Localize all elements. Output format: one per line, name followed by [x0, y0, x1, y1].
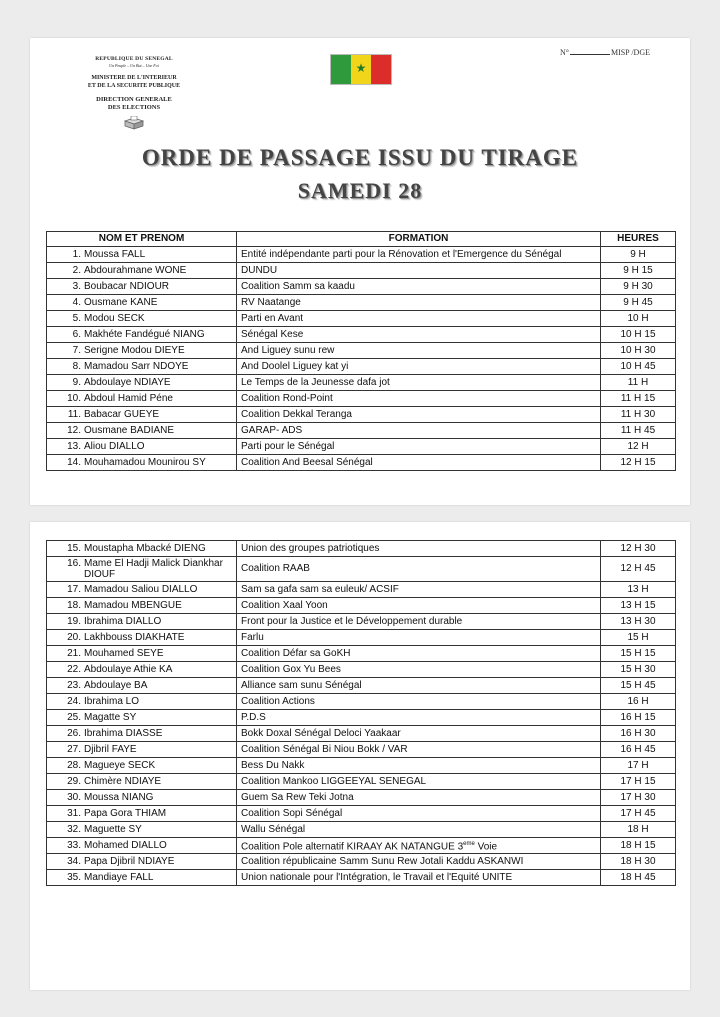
- table-row: [47, 870, 676, 886]
- table-row: [47, 790, 676, 806]
- hour-cell: 13 H 15: [601, 598, 676, 614]
- formation-superscript: eme: [463, 841, 475, 847]
- hour-cell: 13 H 30: [601, 614, 676, 630]
- candidate-name: Mamadou Saliou DIALLO: [84, 583, 198, 595]
- row-number: 5.: [72, 312, 81, 324]
- table-row: [47, 742, 676, 758]
- ballot-box-icon: [123, 116, 145, 135]
- row-number: 15.: [67, 542, 81, 554]
- candidate-name: Maguette SY: [84, 823, 142, 835]
- candidate-name: Mame El Hadji Malick Diankhar DIOUF: [84, 558, 223, 580]
- candidate-name-cell: [47, 598, 237, 614]
- row-number: 25.: [67, 711, 81, 723]
- row-number: 22.: [67, 663, 81, 675]
- formation-name: Bess Du Nakk: [241, 759, 305, 771]
- candidate-name: Moustapha Mbacké DIENG: [84, 542, 206, 554]
- candidate-name-cell: [47, 870, 237, 886]
- hour-cell: 16 H 45: [601, 742, 676, 758]
- candidate-name: Moussa FALL: [84, 248, 146, 260]
- formation-cell: [237, 295, 601, 311]
- reference-number: N° MISP /DGE: [559, 48, 650, 57]
- candidate-name-cell: [47, 582, 237, 598]
- formation-name: Entité indépendante parti pour la Rénovation et l'Emergence du Sénégal: [241, 248, 562, 260]
- hour-cell: 11 H 15: [601, 391, 676, 407]
- formation-name: Bokk Doxal Sénégal Deloci Yaakaar: [241, 727, 401, 739]
- table-row: [47, 279, 676, 295]
- candidate-name: Mandiaye FALL: [84, 871, 154, 883]
- table-row: [47, 662, 676, 678]
- formation-name: Coalition Dekkal Teranga: [241, 408, 352, 420]
- candidate-name-cell: [47, 279, 237, 295]
- table-row: [47, 678, 676, 694]
- candidate-name: Abdoulaye NDIAYE: [84, 376, 171, 388]
- candidate-name-cell: [47, 359, 237, 375]
- candidate-name: Magatte SY: [84, 711, 137, 723]
- candidate-name: Magueye SECK: [84, 759, 156, 771]
- document-page-1: [30, 38, 690, 505]
- table-row: [47, 263, 676, 279]
- star-icon: ★: [355, 61, 367, 75]
- republic-label: REPUBLIQUE DU SENEGAL: [95, 56, 173, 62]
- formation-name: RV Naatange: [241, 296, 301, 308]
- formation-name: Coalition Rond-Point: [241, 392, 333, 404]
- hour-cell: 11 H: [601, 375, 676, 391]
- formation-name: Front pour la Justice et le Développement durable: [241, 615, 463, 627]
- candidate-name-cell: [47, 407, 237, 423]
- table-row: [47, 630, 676, 646]
- formation-name: Sénégal Kese: [241, 328, 304, 340]
- row-number: 3.: [72, 280, 81, 292]
- hour-cell: 18 H 30: [601, 854, 676, 870]
- candidate-name: Serigne Modou DIEYE: [84, 344, 185, 356]
- candidate-name: Abdourahmane WONE: [84, 264, 187, 276]
- formation-cell: [237, 263, 601, 279]
- table-row: [47, 838, 676, 854]
- candidate-name-cell: [47, 343, 237, 359]
- candidate-name-cell: [47, 694, 237, 710]
- candidate-name-cell: [47, 263, 237, 279]
- row-number: 9.: [72, 376, 81, 388]
- candidate-name-cell: [47, 455, 237, 471]
- row-number: 17.: [67, 583, 81, 595]
- formation-cell: [237, 279, 601, 295]
- formation-cell: [237, 359, 601, 375]
- hours-column-header: HEURES: [601, 232, 676, 247]
- hour-cell: 10 H 30: [601, 343, 676, 359]
- row-number: 29.: [67, 775, 81, 787]
- row-number: 13.: [67, 440, 81, 452]
- formation-name: Farlu: [241, 631, 264, 643]
- formation-cell: [237, 311, 601, 327]
- row-number: 7.: [72, 344, 81, 356]
- document-title: ORDE DE PASSAGE ISSU DU TIRAGE: [141, 145, 579, 170]
- table-row: [47, 391, 676, 407]
- formation-cell: [237, 806, 601, 822]
- candidate-name: Mamadou Sarr NDOYE: [84, 360, 189, 372]
- hour-cell: 12 H 45: [601, 557, 676, 582]
- candidate-name: Mouhamadou Mounirou SY: [84, 456, 206, 468]
- row-number: 14.: [67, 456, 81, 468]
- hour-cell: 17 H 45: [601, 806, 676, 822]
- formation-name: DUNDU: [241, 264, 278, 276]
- candidate-name: Abdoulaye BA: [84, 679, 148, 691]
- candidate-name-cell: [47, 375, 237, 391]
- row-number: 26.: [67, 727, 81, 739]
- candidate-name-cell: [47, 662, 237, 678]
- formation-cell: [237, 838, 601, 854]
- formation-cell: [237, 557, 601, 582]
- row-number: 35.: [67, 871, 81, 883]
- formation-name: Coalition And Beesal Sénégal: [241, 456, 373, 468]
- formation-name: Le Temps de la Jeunesse dafa jot: [241, 376, 390, 388]
- hour-cell: 15 H 45: [601, 678, 676, 694]
- hour-cell: 11 H 30: [601, 407, 676, 423]
- row-number: 16.: [67, 558, 81, 569]
- row-number: 30.: [67, 791, 81, 803]
- table-row: [47, 311, 676, 327]
- formation-column-header: FORMATION: [237, 232, 601, 247]
- formation-name: P.D.S: [241, 711, 266, 723]
- row-number: 33.: [67, 839, 81, 851]
- formation-cell: [237, 455, 601, 471]
- formation-name: Coalition Mankoo LIGGEEYAL SENEGAL: [241, 775, 427, 787]
- candidate-name: Abdoul Hamid Péne: [84, 392, 173, 404]
- ministry-header: [74, 56, 194, 135]
- row-number: 18.: [67, 599, 81, 611]
- hour-cell: 12 H 30: [601, 541, 676, 557]
- formation-name: Guem Sa Rew Teki Jotna: [241, 791, 354, 803]
- candidate-name-cell: [47, 838, 237, 854]
- formation-cell: [237, 375, 601, 391]
- formation-name: Coalition républicaine Samm Sunu Rew Jotali Kaddu ASKANWI: [241, 855, 524, 867]
- candidate-name: Djibril FAYE: [84, 743, 137, 755]
- table-row: [47, 343, 676, 359]
- hour-cell: 16 H 15: [601, 710, 676, 726]
- formation-name: And Doolel Liguey kat yi: [241, 360, 349, 372]
- formation-cell: [237, 582, 601, 598]
- hour-cell: 11 H 45: [601, 423, 676, 439]
- row-number: 23.: [67, 679, 81, 691]
- candidate-name-cell: [47, 439, 237, 455]
- row-number: 1.: [72, 248, 81, 260]
- formation-name: Sam sa gafa sam sa euleuk/ ACSIF: [241, 583, 399, 595]
- table-row: [47, 822, 676, 838]
- formation-cell: [237, 678, 601, 694]
- table-row: [47, 598, 676, 614]
- formation-name: Coalition RAAB: [241, 563, 310, 574]
- hour-cell: 9 H 45: [601, 295, 676, 311]
- candidate-name: Papa Djibril NDIAYE: [84, 855, 175, 867]
- candidate-name-cell: [47, 790, 237, 806]
- hour-cell: 10 H: [601, 311, 676, 327]
- formation-cell: [237, 598, 601, 614]
- candidate-name-cell: [47, 774, 237, 790]
- table-row: [47, 455, 676, 471]
- hour-cell: 10 H 15: [601, 327, 676, 343]
- hour-cell: 15 H: [601, 630, 676, 646]
- ministry-name: MINISTERE DE L'INTERIEUR ET DE LA SECURITE PUBLIQUE: [87, 75, 181, 89]
- table-row: [47, 646, 676, 662]
- candidate-name-cell: [47, 295, 237, 311]
- formation-cell: [237, 694, 601, 710]
- formation-name: Union des groupes patriotiques: [241, 542, 380, 554]
- table-row: [47, 854, 676, 870]
- candidate-name-cell: [47, 614, 237, 630]
- candidate-name: Chimère NDIAYE: [84, 775, 162, 787]
- row-number: 4.: [72, 296, 81, 308]
- formation-cell: [237, 630, 601, 646]
- candidate-name: Modou SECK: [84, 312, 145, 324]
- formation-name: And Liguey sunu rew: [241, 344, 335, 356]
- table-row: [47, 247, 676, 263]
- hour-cell: 17 H: [601, 758, 676, 774]
- table-row: [47, 423, 676, 439]
- candidate-name-cell: [47, 726, 237, 742]
- candidate-name: Mamadou MBENGUE: [84, 599, 182, 611]
- candidate-name: Ousmane BADIANE: [84, 424, 175, 436]
- table-row: [47, 758, 676, 774]
- hour-cell: 13 H: [601, 582, 676, 598]
- candidate-name-cell: [47, 646, 237, 662]
- formation-cell: [237, 247, 601, 263]
- hour-cell: 10 H 45: [601, 359, 676, 375]
- formation-cell: [237, 614, 601, 630]
- candidate-name: Makhéte Fandégué NIANG: [84, 328, 205, 340]
- hour-cell: 18 H: [601, 822, 676, 838]
- formation-name: Coalition Sénégal Bi Niou Bokk / VAR: [241, 743, 408, 755]
- document-page-2: [30, 522, 690, 990]
- formation-cell: [237, 854, 601, 870]
- candidate-name-cell: [47, 758, 237, 774]
- candidate-name-cell: [47, 327, 237, 343]
- candidate-name-cell: [47, 247, 237, 263]
- row-number: 20.: [67, 631, 81, 643]
- formation-cell: [237, 822, 601, 838]
- candidate-name: Boubacar NDIOUR: [84, 280, 170, 292]
- row-number: 2.: [72, 264, 81, 276]
- schedule-table-part-1: [46, 231, 676, 471]
- formation-name: Coalition Défar sa GoKH: [241, 647, 351, 659]
- formation-cell: [237, 423, 601, 439]
- row-number: 21.: [67, 647, 81, 659]
- candidate-name-cell: [47, 822, 237, 838]
- candidate-name-cell: [47, 391, 237, 407]
- table-row: [47, 726, 676, 742]
- candidate-name: Mouhamed SEYE: [84, 647, 164, 659]
- candidate-name: Mohamed DIALLO: [84, 839, 167, 851]
- candidate-name: Ibrahima DIALLO: [84, 615, 162, 627]
- row-number: 12.: [67, 424, 81, 436]
- formation-cell: [237, 541, 601, 557]
- formation-cell: [237, 870, 601, 886]
- table-row: [47, 295, 676, 311]
- table-row: [47, 614, 676, 630]
- candidate-name: Lakhbouss DIAKHATE: [84, 631, 185, 643]
- candidate-name: Ousmane KANE: [84, 296, 158, 308]
- formation-name: Parti en Avant: [241, 312, 304, 324]
- hour-cell: 16 H: [601, 694, 676, 710]
- hour-cell: 16 H 30: [601, 726, 676, 742]
- hour-cell: 9 H 30: [601, 279, 676, 295]
- hour-cell: 18 H 15: [601, 838, 676, 854]
- table-row: [47, 541, 676, 557]
- national-motto: Un Peuple – Un But – Une Foi: [109, 63, 159, 68]
- row-number: 8.: [72, 360, 81, 372]
- hour-cell: 15 H 15: [601, 646, 676, 662]
- formation-cell: [237, 327, 601, 343]
- formation-name: Coalition Actions: [241, 695, 315, 707]
- hour-cell: 9 H 15: [601, 263, 676, 279]
- table-row: [47, 582, 676, 598]
- schedule-table-part-2: [46, 540, 676, 886]
- row-number: 27.: [67, 743, 81, 755]
- formation-name: Parti pour le Sénégal: [241, 440, 335, 452]
- candidate-name: Ibrahima LO: [84, 695, 140, 707]
- row-number: 31.: [67, 807, 81, 819]
- table-row: [47, 806, 676, 822]
- formation-cell: [237, 710, 601, 726]
- formation-name: Union nationale pour l'Intégration, le Travail et l'Equité UNITE: [241, 871, 513, 883]
- formation-cell: [237, 726, 601, 742]
- formation-cell: [237, 391, 601, 407]
- hour-cell: 15 H 30: [601, 662, 676, 678]
- row-number: 24.: [67, 695, 81, 707]
- candidate-name: Ibrahima DIASSE: [84, 727, 163, 739]
- candidate-name-cell: [47, 806, 237, 822]
- candidate-name-cell: [47, 541, 237, 557]
- candidate-name: Abdoulaye Athie KA: [84, 663, 173, 675]
- formation-name: Coalition Gox Yu Bees: [241, 663, 341, 675]
- table-row: [47, 359, 676, 375]
- table-row: [47, 557, 676, 582]
- candidate-name-cell: [47, 630, 237, 646]
- formation-cell: [237, 439, 601, 455]
- row-number: 10.: [67, 392, 81, 404]
- candidate-name-cell: [47, 678, 237, 694]
- formation-cell: [237, 407, 601, 423]
- hour-cell: 17 H 15: [601, 774, 676, 790]
- hour-cell: 12 H: [601, 439, 676, 455]
- formation-cell: [237, 646, 601, 662]
- name-column-header: NOM ET PRENOM: [47, 232, 237, 247]
- formation-cell: [237, 343, 601, 359]
- table-row: [47, 694, 676, 710]
- candidate-name: Moussa NIANG: [84, 791, 154, 803]
- senegal-flag: [330, 54, 392, 85]
- formation-name: Coalition Sopi Sénégal: [241, 807, 343, 819]
- hour-cell: 9 H: [601, 247, 676, 263]
- table-row: [47, 439, 676, 455]
- candidate-name-cell: [47, 742, 237, 758]
- formation-cell: [237, 790, 601, 806]
- formation-name: Alliance sam sunu Sénégal: [241, 679, 362, 691]
- formation-name: GARAP- ADS: [241, 424, 303, 436]
- hour-cell: 18 H 45: [601, 870, 676, 886]
- direction-name: DIRECTION GENERALE DES ELECTIONS: [96, 96, 172, 111]
- candidate-name: Aliou DIALLO: [84, 440, 145, 452]
- formation-cell: [237, 758, 601, 774]
- row-number: 34.: [67, 855, 81, 867]
- formation-name: Coalition Pole alternatif KIRAAY AK NATANGUE 3: [241, 841, 464, 853]
- hour-cell: 17 H 30: [601, 790, 676, 806]
- row-number: 19.: [67, 615, 81, 627]
- row-number: 6.: [72, 328, 81, 340]
- row-number: 11.: [67, 408, 81, 420]
- formation-cell: [237, 662, 601, 678]
- candidate-name-cell: [47, 311, 237, 327]
- candidate-name: Papa Gora THIAM: [84, 807, 167, 819]
- table-row: [47, 774, 676, 790]
- table-header-row: [47, 232, 676, 247]
- row-number: 32.: [67, 823, 81, 835]
- table-row: [47, 710, 676, 726]
- candidate-name-cell: [47, 423, 237, 439]
- hour-cell: 12 H 15: [601, 455, 676, 471]
- table-row: [47, 407, 676, 423]
- row-number: 28.: [67, 759, 81, 771]
- formation-name: Coalition Samm sa kaadu: [241, 280, 355, 292]
- candidate-name-cell: [47, 710, 237, 726]
- candidate-name: Babacar GUEYE: [84, 408, 160, 420]
- candidate-name-cell: [47, 854, 237, 870]
- formation-cell: [237, 774, 601, 790]
- formation-tail: Voie: [474, 841, 498, 853]
- formation-cell: [237, 742, 601, 758]
- table-row: [47, 327, 676, 343]
- candidate-name-cell: [47, 557, 237, 582]
- document-subtitle: SAMEDI 28: [297, 178, 423, 203]
- formation-name: Wallu Sénégal: [241, 823, 306, 835]
- formation-name: Coalition Xaal Yoon: [241, 599, 328, 611]
- table-row: [47, 375, 676, 391]
